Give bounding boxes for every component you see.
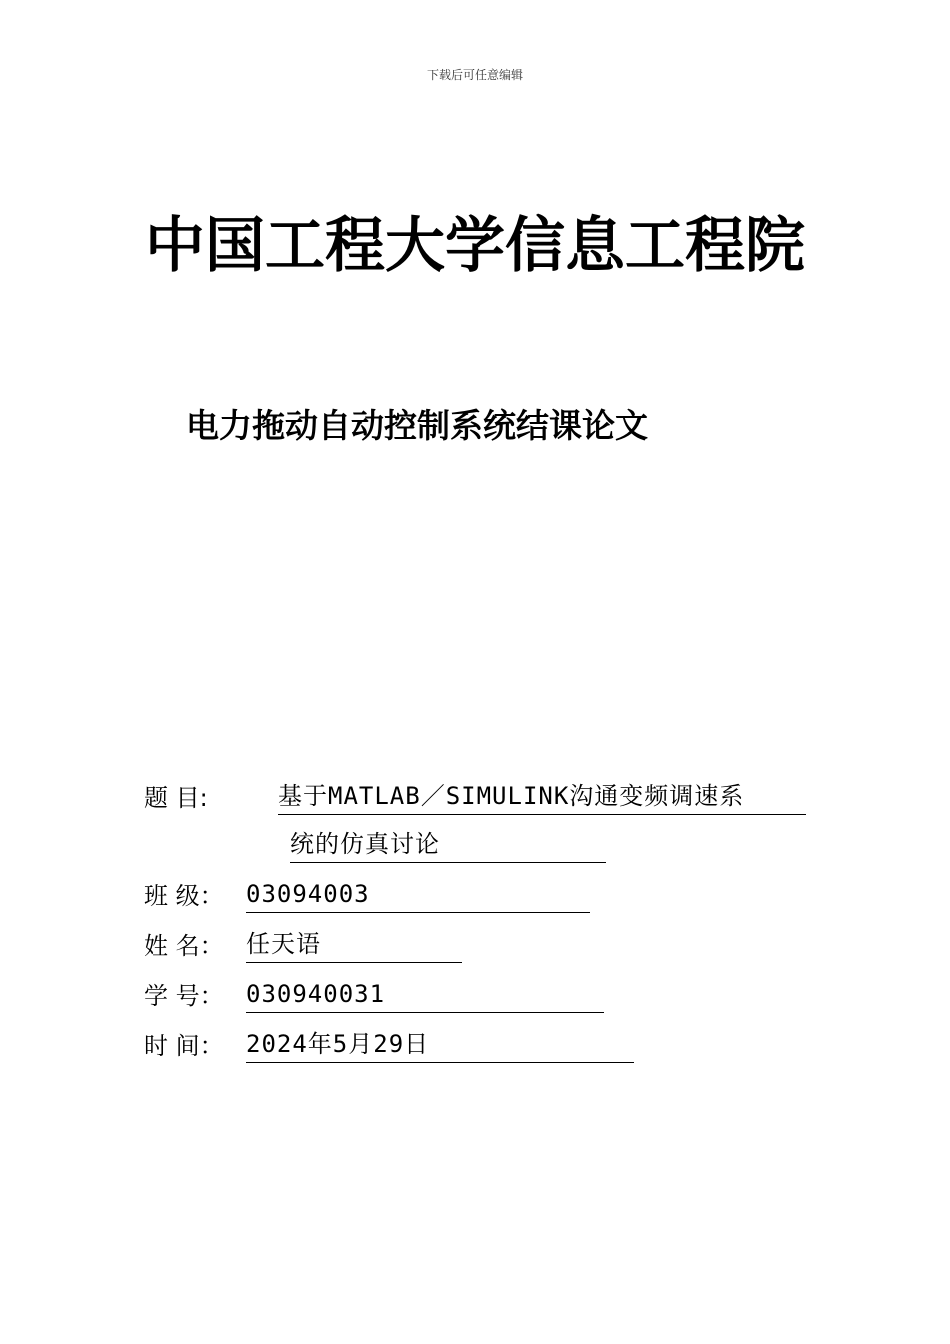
- name-row: [144, 926, 474, 966]
- course-title: 电力拖动自动控制系统结课论文: [186, 406, 648, 445]
- date-row: [144, 1026, 644, 1066]
- topic-value-line2: 统的仿真讨论: [290, 826, 606, 863]
- name-value: 任天语: [246, 926, 462, 963]
- name-label: 姓 名：: [144, 932, 224, 960]
- class-row: [144, 876, 604, 916]
- topic-row: [144, 778, 824, 818]
- header-note: 下载后可任意编辑: [426, 68, 523, 82]
- topic-value-line1: 基于MATLAB／SIMULINK沟通变频调速系: [278, 778, 806, 815]
- student-id-label: 学 号：: [144, 982, 224, 1010]
- date-value: 2024年5月29日: [246, 1026, 634, 1063]
- school-title: 中国工程大学信息工程院: [145, 211, 805, 281]
- class-label: 班 级：: [144, 882, 224, 910]
- student-id-row: [144, 976, 614, 1016]
- topic-label: 题 目:: [144, 784, 208, 812]
- topic-row-continued: [144, 826, 624, 866]
- student-id-value: 030940031: [246, 976, 604, 1013]
- date-label: 时 间：: [144, 1032, 224, 1060]
- class-value: 03094003: [246, 876, 590, 913]
